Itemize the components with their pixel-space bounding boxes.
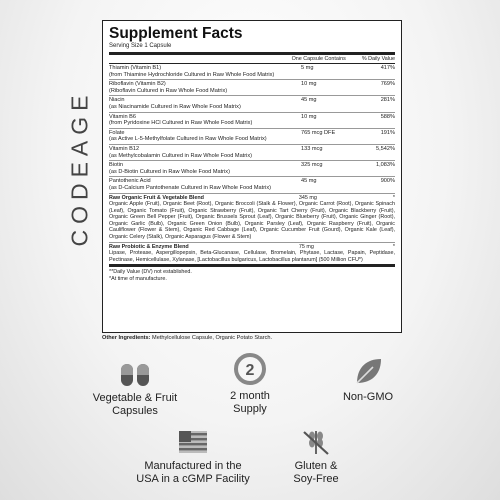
supplement-facts-panel — [102, 20, 402, 333]
blend-name: Raw Probiotic & Enzyme Blend — [109, 243, 189, 250]
feature-line-2: Capsules — [112, 405, 158, 417]
feature-line-2: Soy-Free — [293, 473, 339, 485]
nutrient-dv: 900% — [380, 178, 395, 185]
nutrient-source: (as Active L-5-Methylfolate Cultured in Raw Whole Food Matrix) — [109, 136, 267, 143]
nutrient-row — [109, 113, 395, 129]
footnotes — [109, 267, 395, 282]
nutrient-row — [109, 129, 395, 145]
nutrient-name-block — [109, 162, 301, 175]
fruit-vegetable-blend — [109, 194, 395, 243]
nutrient-source: (as D-Biotin Cultured in Raw Whole Food Matrix) — [109, 168, 230, 175]
nutrient-dv: 5,542% — [376, 145, 395, 152]
nutrient-amount: 45 mg — [301, 178, 317, 185]
feature-line-2: Supply — [233, 403, 267, 415]
nutrient-name-block — [109, 178, 301, 191]
blend-amount: 345 mg — [298, 194, 317, 201]
nutrient-amount: 133 mcg — [301, 145, 323, 152]
nutrient-name-block — [109, 146, 301, 159]
other-ingredients — [102, 335, 432, 342]
nutrient-source: (from Pyridoxine HCl Cultured in Raw Whole Food Matrix) — [109, 120, 253, 127]
feature-line-1: Manufactured in the — [144, 460, 242, 472]
two-month-icon — [233, 352, 267, 386]
nutrient-dv: 769% — [380, 81, 395, 88]
nutrient-source: (as D-Calcium Pantothenate Cultured in Raw Whole Food Matrix) — [109, 184, 271, 191]
nutrient-source: (as Niacinamide Cultured in Raw Whole Food Matrix) — [109, 103, 241, 110]
serving-size: Serving Size 1 Capsule — [109, 42, 395, 55]
footnote-dv: **Daily Value (DV) not established. — [109, 269, 192, 276]
nutrient-row — [109, 145, 395, 161]
nutrient-name: Riboflavin (Vitamin B2) — [109, 81, 166, 88]
nutrient-name: Pantothenic Acid — [109, 178, 151, 185]
blend-name: Raw Organic Fruit & Vegetable Blend — [109, 194, 204, 201]
badge-number: 2 — [245, 362, 255, 379]
nutrient-amount: 325 mcg — [301, 162, 323, 169]
probiotic-enzyme-blend — [109, 243, 395, 268]
blend-dv: * — [392, 194, 395, 201]
blend-dv: * — [392, 243, 395, 250]
brand-logo — [62, 18, 98, 318]
nutrient-name: Biotin — [109, 162, 123, 169]
feature-supply — [185, 352, 315, 416]
feature-line-1: Non-GMO — [342, 391, 394, 403]
feature-line-1: Gluten & — [294, 460, 338, 472]
nutrient-dv: 1,083% — [376, 162, 395, 169]
blend-ingredients: Organic Apple (Fruit), Organic Beet (Root), Organic Broccoli (Stalk & Flower), Organic Carrot (Root), Organic Spinach (Leaf), Organic Tomato (Fruit), Organic Strawberry (Fruit), Organic Tart Cherry (Fruit), Organic Blackberry (Fruit), Organic Green Bell Pepper (Fruit), Organic Brussels Sprout (Leaf), Organic Blueberry (Fruit), Organic Ginger (Root), Organic Garlic (Bulb), Organic Green Onion (Bulb), Organic Parsley (Leaf), Organic Raspberry (Fruit), Organic Cauliflower (Flower & Stem), Organic Red Cabbage (Leaf), Organic Cucumber Fruit (Gourd), Organic Kale (Leaf), Organic Celery (Stalk), Organic Asparagus (Flower & Stem) — [109, 201, 395, 241]
nutrient-name: Thiamin (Vitamin B1) — [109, 65, 162, 71]
nutrient-dv: 281% — [380, 97, 395, 104]
nutrient-name: Folate — [109, 129, 125, 136]
nutrient-name: Vitamin B6 — [109, 113, 136, 120]
feature-usa — [128, 428, 258, 486]
nutrient-amount: 10 mg — [301, 81, 317, 88]
nutrient-dv: 588% — [380, 113, 395, 120]
nutrient-name: Niacin — [109, 97, 125, 104]
nutrient-row — [109, 80, 395, 96]
leaf-icon — [351, 355, 385, 387]
nutrient-dv: 191% — [380, 129, 395, 136]
amount-column-label: One Capsule Contains — [291, 56, 346, 62]
blend-amount: 75 mg — [298, 243, 314, 250]
feature-gluten-free — [251, 428, 381, 486]
footnote-manufacture: *At time of manufacture. — [109, 276, 167, 283]
blend-ingredients: Lipase, Protease, Aspergillopepsin, Beta-Glucanase, Cellulase, Bromelain, Phytase, Lactase, Papain, Peptidase, Pectinase, Hemicellulase, Xylanase, [Lactobacillus bulgaricus, Lactobacillus plantarum] (500 Million CFU*) — [109, 250, 395, 263]
feature-line-2: USA in a cGMP Facility — [136, 473, 250, 485]
feature-non-gmo — [303, 355, 433, 404]
feature-capsules — [70, 358, 200, 418]
nutrient-row — [109, 96, 395, 112]
brand-name: CODEAGE — [66, 89, 93, 247]
nutrient-name-block — [109, 65, 301, 78]
panel-title: Supplement Facts — [109, 25, 243, 42]
dv-column-label: % Daily Value — [361, 56, 395, 62]
other-ingredients-text: Methylcellulose Capsule, Organic Potato Starch. — [152, 335, 273, 341]
nutrient-source: (as Methylcobalamin Cultured in Raw Whole Food Matrix) — [109, 152, 253, 159]
capsule-icon — [117, 358, 153, 388]
nutrient-source: (Riboflavin Cultured in Raw Whole Food Matrix) — [109, 87, 228, 94]
feature-line-1: 2 month — [230, 390, 270, 402]
other-ingredients-label: Other Ingredients: — [102, 335, 151, 341]
gluten-free-icon — [299, 428, 333, 456]
nutrient-name: Vitamin B12 — [109, 145, 140, 152]
nutrient-amount: 765 mcg DFE — [301, 129, 336, 136]
usa-flag-icon — [176, 428, 210, 456]
nutrient-name-block — [109, 114, 301, 127]
nutrient-amount: 10 mg — [301, 113, 317, 120]
nutrient-amount: 45 mg — [301, 97, 317, 104]
feature-line-1: Vegetable & Fruit — [92, 392, 178, 404]
nutrient-name-block — [109, 130, 301, 143]
nutrient-name-block — [109, 81, 301, 94]
nutrient-source: (from Thiamine Hydrochloride Cultured in Raw Whole Food Matrix) — [109, 71, 275, 78]
nutrient-row — [109, 161, 395, 177]
nutrient-row — [109, 177, 395, 193]
nutrient-dv: 417% — [380, 65, 395, 71]
column-header — [109, 55, 395, 64]
nutrient-row — [109, 64, 395, 80]
nutrient-amount: 5 mg — [301, 65, 314, 71]
nutrient-name-block — [109, 97, 301, 110]
nutrient-rows — [109, 64, 395, 194]
